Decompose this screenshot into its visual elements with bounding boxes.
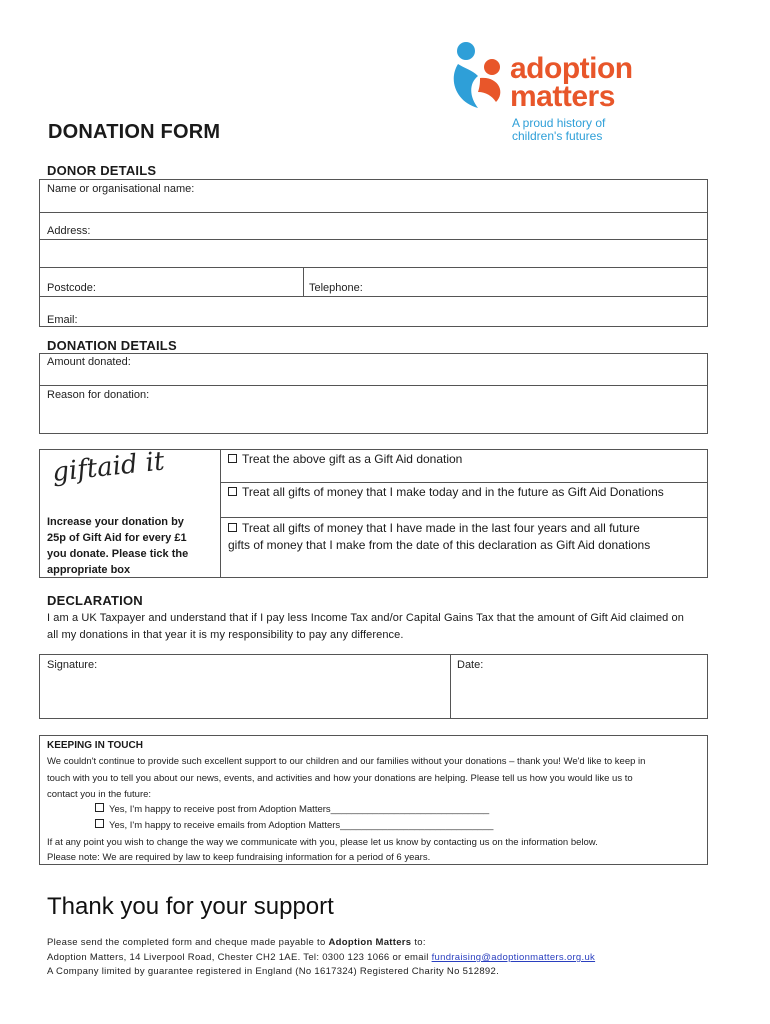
keeping-in-touch-line: Please note: We are required by law to keep fundraising information for a period of 6 years. — [47, 852, 431, 863]
gift-aid-option-3-label: Treat all gifts of money that I have made in the last four years and all future — [242, 521, 640, 535]
email-field[interactable]: Email: — [47, 314, 78, 326]
adoption-matters-logo — [452, 40, 672, 145]
logo-tagline-1: A proud history of — [512, 116, 606, 130]
logo-figure-icon — [452, 40, 512, 120]
footer-address — [47, 952, 595, 963]
checkbox[interactable] — [95, 819, 104, 828]
gift-aid-info-line: Increase your donation by — [47, 516, 184, 528]
keeping-in-touch-heading: KEEPING IN TOUCH — [47, 740, 143, 751]
footer-payee: Adoption Matters — [328, 937, 412, 948]
reason-field[interactable]: Reason for donation: — [47, 389, 150, 401]
page-title: DONATION FORM — [48, 121, 221, 143]
logo-line-1: adoption — [510, 52, 633, 85]
checkbox[interactable] — [228, 454, 237, 463]
divider — [39, 239, 708, 240]
giftaid-logo: giftaid it — [50, 446, 166, 488]
footer-send-instructions — [47, 937, 426, 948]
gift-aid-option-3[interactable] — [228, 520, 650, 554]
keeping-in-touch-line: contact you in the future: — [47, 789, 152, 800]
divider — [39, 267, 708, 268]
telephone-field[interactable]: Telephone: — [309, 282, 363, 294]
footer-company: A Company limited by guarantee registered in England (No 1617324) Registered Charity No 512892. — [47, 966, 500, 977]
footer-send-prefix: Please send the completed form and cheque made payable to — [47, 937, 329, 948]
signature-box — [39, 654, 708, 719]
checkbox[interactable] — [228, 487, 237, 496]
postcode-field[interactable]: Postcode: — [47, 282, 96, 294]
gift-aid-option-2-label: Treat all gifts of money that I make today and in the future as Gift Aid Donations — [242, 485, 664, 499]
donation-details-heading: DONATION DETAILS — [47, 338, 177, 353]
email-consent-option[interactable] — [95, 819, 493, 831]
name-field[interactable]: Name or organisational name: — [47, 183, 195, 195]
donor-details-box — [39, 179, 708, 327]
gift-aid-option-1-label: Treat the above gift as a Gift Aid donation — [242, 452, 463, 466]
date-field[interactable]: Date: — [457, 659, 484, 671]
post-consent-option[interactable] — [95, 803, 489, 815]
gift-aid-option-2[interactable] — [228, 485, 664, 499]
gift-aid-option-1[interactable] — [228, 452, 462, 466]
divider — [39, 296, 708, 297]
declaration-line: I am a UK Taxpayer and understand that if I pay less Income Tax and/or Capital Gains Tax that the amount of Gift Aid claimed on — [47, 612, 684, 624]
donor-details-heading: DONOR DETAILS — [47, 163, 157, 178]
divider — [220, 449, 221, 578]
divider — [303, 267, 304, 296]
divider — [39, 385, 708, 386]
gift-aid-info-line: 25p of Gift Aid for every £1 — [47, 532, 187, 544]
gift-aid-info-line: appropriate box — [47, 564, 131, 576]
footer-send-suffix: to: — [411, 937, 426, 948]
checkbox[interactable] — [95, 803, 104, 812]
fundraising-email-link[interactable]: fundraising@adoptionmatters.org.uk — [431, 952, 596, 963]
keeping-in-touch-line: If at any point you wish to change the way we communicate with you, please let us know by contacting us on the information below. — [47, 837, 598, 848]
gift-aid-info — [47, 514, 188, 578]
email-consent-label: Yes, I'm happy to receive emails from Adoption Matters_____________________________ — [109, 820, 494, 831]
divider — [220, 482, 708, 483]
keeping-in-touch-line: touch with you to tell you about our news, events, and activities and how your donations are helping. Please tell us how you would like us to — [47, 773, 633, 784]
footer-address-text: Adoption Matters, 14 Liverpool Road, Chester CH2 1AE. Tel: 0300 123 1066 or email — [47, 952, 432, 963]
declaration-text — [47, 610, 684, 644]
logo-tagline-2: children's futures — [512, 129, 603, 143]
keeping-in-touch-line: We couldn't continue to provide such excellent support to our children and our families without your donations – thank you! We'd like to keep in — [47, 756, 646, 767]
amount-field[interactable]: Amount donated: — [47, 356, 131, 368]
gift-aid-option-3-label: gifts of money that I make from the date of this declaration as Gift Aid donations — [228, 538, 651, 552]
thank-you-heading: Thank you for your support — [47, 893, 334, 920]
declaration-line: all my donations in that year it is my responsibility to pay any difference. — [47, 629, 404, 641]
divider — [450, 654, 451, 719]
signature-field[interactable]: Signature: — [47, 659, 98, 671]
divider — [220, 517, 708, 518]
divider — [39, 212, 708, 213]
declaration-heading: DECLARATION — [47, 593, 143, 608]
gift-aid-info-line: you donate. Please tick the — [47, 548, 189, 560]
checkbox[interactable] — [228, 523, 237, 532]
post-consent-label: Yes, I'm happy to receive post from Adoption Matters______________________________ — [109, 804, 490, 815]
logo-line-2: matters — [510, 80, 615, 113]
address-field[interactable]: Address: — [47, 225, 91, 237]
